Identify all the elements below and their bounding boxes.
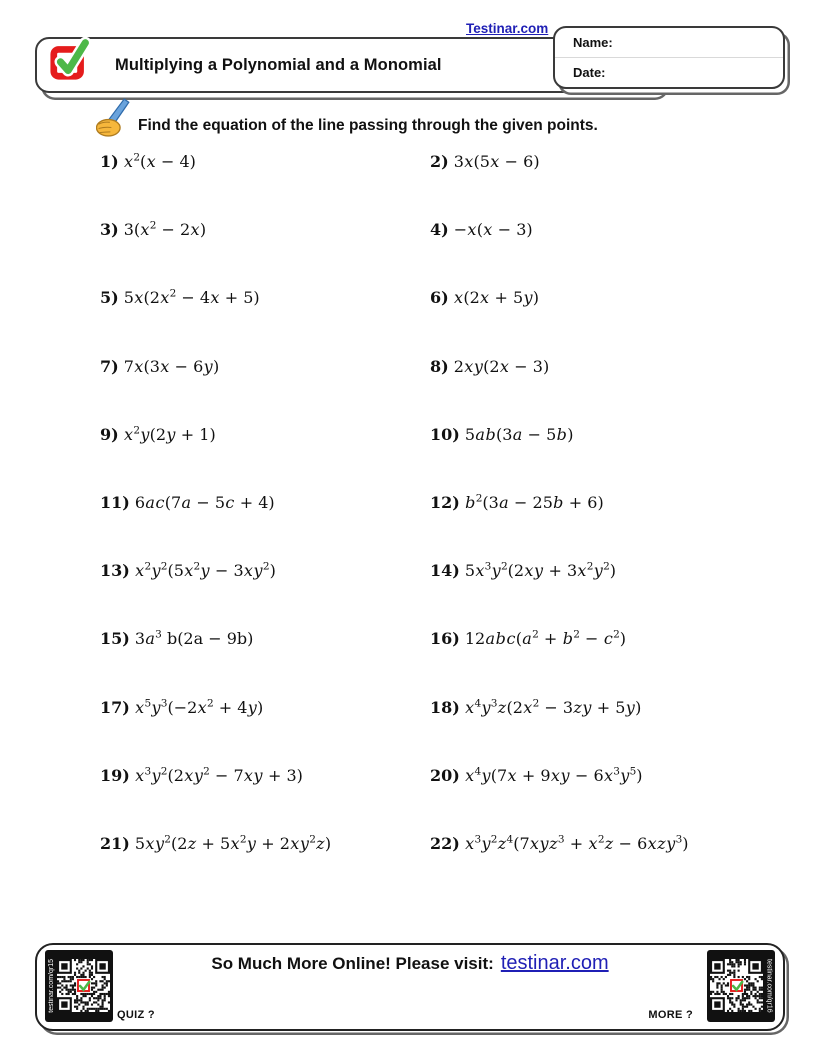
problem	[100, 561, 430, 629]
problem-expression: x(2x + 5y)	[454, 288, 540, 308]
problem	[100, 766, 430, 834]
problem	[100, 288, 430, 356]
name-date-box	[553, 26, 785, 89]
problem	[100, 220, 430, 288]
problem	[100, 629, 430, 697]
problem	[100, 425, 430, 493]
problem-expression: $5xy^2(2z + 5x^2y + 2xy^2z)$	[134, 833, 332, 853]
checkbox-logo-icon	[49, 36, 93, 82]
problem-number: 7)	[100, 356, 119, 376]
problem-expression: 3x(5x − 6)	[453, 152, 540, 171]
problem	[100, 834, 430, 902]
problems-grid	[100, 152, 768, 902]
problem-expression: −x(x − 3)	[453, 220, 533, 240]
qr-right-url-label: testinar.com/qr16	[765, 959, 773, 1013]
problem-expression: $x^2y^2(5x^2y - 3xy^2)$	[135, 560, 276, 581]
qr-code-right	[707, 950, 775, 1022]
problem	[430, 834, 768, 902]
page-title: Multiplying a Polynomial and a Monomial	[115, 55, 442, 74]
problem-expression: $x^2y(2y + 1)$	[124, 424, 216, 444]
instruction-text: Find the equation of the line passing through the given points.	[138, 117, 598, 134]
footer-message-text: So Much More Online! Please visit:	[211, 954, 494, 973]
problem-expression: $3a^3$ b(2a − 9b)	[134, 628, 254, 649]
problem-expression: $b^2(3a - 25b + 6)$	[465, 492, 604, 512]
problem-expression: $3(x^2 - 2x)$	[123, 219, 207, 240]
date-field-label: Date:	[573, 65, 606, 80]
problem-expression: $x^3y^2(2xy^2 - 7xy + 3)$	[135, 765, 303, 785]
problem-number: 21)	[100, 833, 130, 853]
footer-box	[35, 943, 785, 1031]
problem	[100, 698, 430, 766]
problem-number: 2)	[430, 152, 449, 171]
problem-number: 17)	[100, 697, 130, 717]
problem-number: 3)	[100, 220, 119, 240]
problem-number: 4)	[430, 220, 449, 240]
problem	[430, 288, 768, 356]
problem-number: 6)	[430, 288, 449, 308]
problem	[430, 220, 768, 288]
problem-number: 1)	[100, 152, 119, 171]
problem-number: 9)	[100, 424, 119, 444]
more-label: MORE ?	[648, 1009, 693, 1021]
footer-site-link[interactable]: testinar.com	[500, 952, 609, 974]
problem-number: 13)	[100, 561, 130, 581]
problem	[100, 357, 430, 425]
problem-expression: 7x(3x − 6y)	[123, 356, 220, 376]
problem-expression: $5x(2x^2 - 4x + 5)$	[123, 288, 260, 308]
problem-number: 8)	[430, 356, 449, 376]
problem-number: 16)	[430, 629, 460, 649]
problem-number: 14)	[430, 561, 460, 581]
problem-expression: $12abc(a^2 + b^2 - c^2)$	[464, 628, 627, 649]
name-field-label: Name:	[555, 28, 783, 58]
problem-expression: 2xy(2x − 3)	[453, 356, 550, 376]
problem-expression: $x^4y^3z(2x^2 - 3zy + 5y)$	[465, 697, 642, 717]
instruction-row	[96, 96, 598, 138]
problem-expression: $x^4y(7x + 9xy - 6x^3y^5)$	[465, 765, 643, 785]
writing-hand-icon	[96, 97, 137, 138]
quiz-label: QUIZ ?	[117, 1009, 155, 1021]
problem-expression: 6ac(7a − 5c + 4)	[134, 492, 275, 512]
problem	[100, 152, 430, 220]
problem	[430, 493, 768, 561]
qr-left-url-label: testinar.com/qr15	[47, 959, 55, 1013]
problem	[430, 698, 768, 766]
problem-expression: $x^2(x - 4)$	[124, 151, 196, 171]
problem-number: 18)	[430, 697, 460, 717]
problem	[430, 629, 768, 697]
problem	[430, 561, 768, 629]
problem	[430, 152, 768, 220]
problem-number: 10)	[430, 424, 460, 444]
problem	[100, 493, 430, 561]
problem-number: 5)	[100, 288, 119, 308]
problem	[430, 766, 768, 834]
problem-number: 19)	[100, 765, 130, 785]
problem-expression: $x^5y^3(-2x^2 + 4y)$	[135, 697, 264, 717]
qr-right-pattern	[710, 959, 763, 1012]
problem-expression: $5x^3y^2(2xy + 3x^2y^2)$	[464, 560, 617, 581]
footer-message	[37, 952, 783, 975]
problem-number: 11)	[100, 492, 130, 512]
problem-number: 12)	[430, 492, 460, 512]
problem-number: 20)	[430, 765, 460, 785]
problem-number: 15)	[100, 629, 130, 649]
problem	[430, 357, 768, 425]
problem-number: 22)	[430, 833, 460, 853]
header-site-link[interactable]: Testinar.com	[466, 21, 549, 36]
problem	[430, 425, 768, 493]
problem-expression: $x^3y^2z^4(7xyz^3 + x^2z - 6xzy^3)$	[465, 833, 689, 853]
problem-expression: 5ab(3a − 5b)	[464, 424, 574, 444]
